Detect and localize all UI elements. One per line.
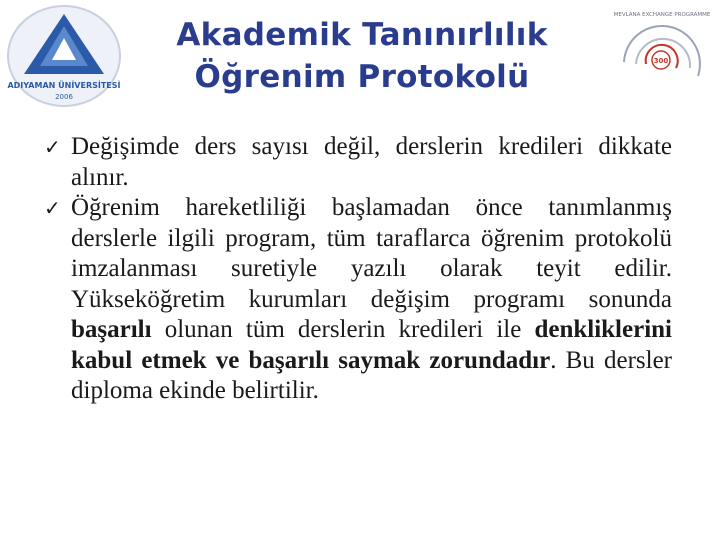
bullet-bold-1: başarılı: [71, 316, 152, 343]
slide-title-line-2: Öğrenim Protokolü: [194, 59, 530, 95]
slide-title: [120, 14, 604, 98]
bullet-text-part-1: Öğrenim hareketliliği başlamadan önce tanımlanmış derslerle ilgili program, tüm taraflarca öğrenim protokolü imzalanması suretiyle yazılı olarak teyit edilir. Yükseköğretim kurumları değişim programı sonunda: [71, 194, 672, 313]
bullet-item: [44, 193, 672, 407]
check-icon: ✓: [44, 196, 61, 220]
bullet-list: [44, 132, 672, 407]
mevlana-logo: [606, 2, 718, 106]
bullet-text-part-2: olunan tüm derslerin kredileri ile: [151, 316, 535, 343]
slide-title-line-1: Akademik Tanınırlılık: [176, 17, 548, 53]
bullet-item: [44, 132, 672, 193]
mevlana-logo-arc-text: MEVLANA EXCHANGE PROGRAMME: [613, 12, 711, 18]
university-logo-year: 2006: [55, 93, 73, 101]
mevlana-logo-center: 300: [653, 57, 669, 65]
bullet-bold-2: denkliklerini kabul etmek ve başarılı saymak zorundadır: [71, 316, 672, 374]
university-logo: [4, 4, 124, 108]
check-icon: ✓: [44, 135, 61, 159]
bullet-text: Değişimde ders sayısı değil, derslerin kredileri dikkate alınır.: [71, 133, 672, 191]
university-logo-name: ADIYAMAN ÜNİVERSİTESİ: [7, 81, 121, 90]
bullet-text-part-3: . Bu dersler diploma ekinde belirtilir.: [71, 346, 672, 404]
